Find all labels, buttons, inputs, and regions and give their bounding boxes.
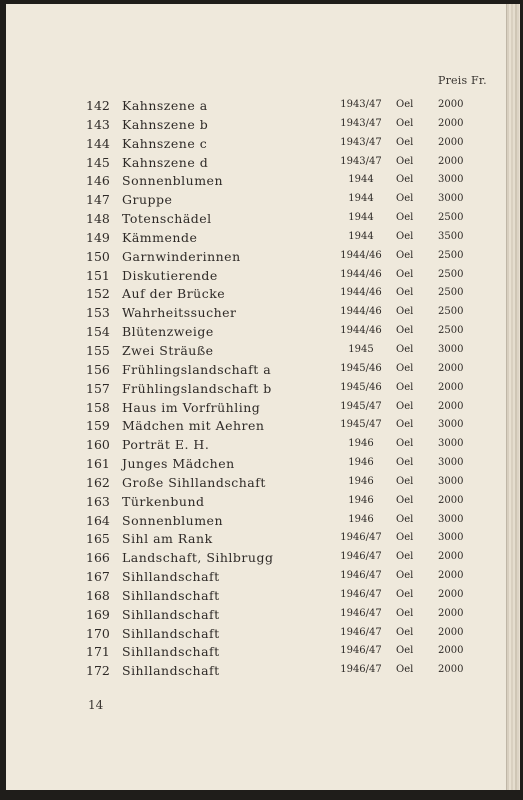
catalog-entry	[6, 644, 506, 663]
entry-number: 156	[86, 361, 110, 377]
entry-title: Kahnszene b	[122, 116, 209, 132]
catalog-entry	[6, 513, 506, 532]
catalog-entry	[6, 456, 506, 475]
entry-price: 2500	[438, 306, 464, 318]
entry-technique: Oel	[396, 212, 414, 224]
entry-technique: Oel	[396, 645, 414, 657]
entry-technique: Oel	[396, 438, 414, 450]
entry-year: 1943/47	[340, 155, 382, 167]
entry-year: 1946	[348, 438, 374, 450]
entry-year: 1946	[348, 457, 374, 469]
entry-number: 143	[86, 116, 110, 132]
entry-year: 1945/46	[340, 381, 382, 393]
catalog-entry	[6, 192, 506, 211]
catalog-entry	[6, 418, 506, 437]
entry-year: 1945	[348, 343, 374, 355]
entry-price: 2500	[438, 212, 464, 224]
entry-number: 160	[86, 437, 110, 453]
entry-price: 2000	[438, 570, 464, 582]
entry-title: Frühlingslandschaft a	[122, 361, 272, 377]
entry-year: 1943/47	[340, 99, 382, 110]
entry-title: Junges Mädchen	[122, 456, 235, 472]
entry-title: Wahrheitssucher	[122, 305, 237, 321]
entry-title: Frühlingslandschaft b	[122, 380, 272, 396]
entry-number: 166	[86, 550, 110, 566]
entry-price: 2500	[438, 249, 464, 261]
entry-number: 165	[86, 531, 110, 547]
entry-technique: Oel	[396, 117, 414, 129]
entry-year: 1945/47	[340, 419, 382, 431]
entry-number: 149	[86, 229, 110, 245]
entry-technique: Oel	[396, 193, 414, 205]
entry-price: 3500	[438, 230, 464, 242]
catalog-entry	[6, 663, 506, 682]
entry-price: 2000	[438, 400, 464, 412]
entry-number: 144	[86, 135, 110, 151]
entry-price: 2000	[438, 155, 464, 167]
entry-year: 1944/46	[340, 325, 382, 337]
entry-price: 2000	[438, 381, 464, 393]
entry-number: 161	[86, 456, 110, 472]
catalog-entry	[6, 569, 506, 588]
entry-price: 2000	[438, 645, 464, 657]
entry-title: Sihl am Rank	[122, 531, 213, 547]
entry-number: 159	[86, 418, 110, 434]
catalog-entry	[6, 136, 506, 155]
catalog-list	[6, 98, 506, 682]
catalog-entry	[6, 531, 506, 550]
entry-price: 3000	[438, 174, 464, 186]
catalog-entry	[6, 343, 506, 362]
entry-title: Sihllandschaft	[122, 606, 220, 622]
price-column-header: Preis Fr.	[438, 74, 487, 87]
entry-price: 3000	[438, 193, 464, 205]
catalog-entry	[6, 249, 506, 268]
entry-technique: Oel	[396, 664, 414, 676]
page-number: 14	[88, 698, 104, 712]
entry-price: 3000	[438, 419, 464, 431]
entry-year: 1946/47	[340, 570, 382, 582]
page-stack-edge	[506, 4, 520, 790]
entry-title: Kämmende	[122, 229, 198, 245]
entry-technique: Oel	[396, 400, 414, 412]
entry-number: 172	[86, 663, 110, 679]
catalog-entry	[6, 475, 506, 494]
entry-technique: Oel	[396, 268, 414, 280]
entry-title: Sonnenblumen	[122, 173, 223, 189]
entry-price: 2000	[438, 664, 464, 676]
entry-title: Sihllandschaft	[122, 644, 220, 660]
entry-price: 2000	[438, 551, 464, 563]
entry-year: 1944	[348, 193, 374, 205]
entry-year: 1945/47	[340, 400, 382, 412]
entry-technique: Oel	[396, 570, 414, 582]
entry-year: 1944	[348, 212, 374, 224]
entry-title: Sihllandschaft	[122, 569, 220, 585]
entry-year: 1943/47	[340, 117, 382, 129]
entry-technique: Oel	[396, 419, 414, 431]
entry-number: 151	[86, 267, 110, 283]
entry-number: 167	[86, 569, 110, 585]
entry-price: 2000	[438, 117, 464, 129]
entry-year: 1946	[348, 513, 374, 525]
entry-year: 1946	[348, 494, 374, 506]
entry-number: 146	[86, 173, 110, 189]
entry-number: 154	[86, 324, 110, 340]
entry-technique: Oel	[396, 362, 414, 374]
entry-number: 150	[86, 248, 110, 264]
entry-price: 3000	[438, 438, 464, 450]
entry-technique: Oel	[396, 174, 414, 186]
entry-year: 1944/46	[340, 287, 382, 299]
entry-technique: Oel	[396, 457, 414, 469]
entry-technique: Oel	[396, 588, 414, 600]
entry-price: 2000	[438, 626, 464, 638]
entry-year: 1945/46	[340, 362, 382, 374]
entry-technique: Oel	[396, 306, 414, 318]
entry-price: 3000	[438, 513, 464, 525]
catalog-entry	[6, 230, 506, 249]
entry-year: 1946/47	[340, 607, 382, 619]
entry-title: Türkenbund	[122, 493, 205, 509]
catalog-entry	[6, 607, 506, 626]
entry-number: 155	[86, 342, 110, 358]
catalog-entry	[6, 268, 506, 287]
entry-number: 148	[86, 211, 110, 227]
entry-price: 2500	[438, 287, 464, 299]
entry-technique: Oel	[396, 136, 414, 148]
entry-title: Kahnszene a	[122, 98, 208, 113]
catalog-entry	[6, 324, 506, 343]
catalog-entry	[6, 155, 506, 174]
entry-year: 1943/47	[340, 136, 382, 148]
entry-title: Garnwinderinnen	[122, 248, 241, 264]
catalog-entry	[6, 286, 506, 305]
entry-title: Porträt E. H.	[122, 437, 210, 453]
entry-title: Diskutierende	[122, 267, 218, 283]
catalog-entry	[6, 117, 506, 136]
catalog-entry	[6, 437, 506, 456]
entry-title: Kahnszene c	[122, 135, 208, 151]
entry-number: 163	[86, 493, 110, 509]
catalog-entry	[6, 550, 506, 569]
entry-technique: Oel	[396, 551, 414, 563]
entry-technique: Oel	[396, 532, 414, 544]
entry-number: 157	[86, 380, 110, 396]
entry-number: 153	[86, 305, 110, 321]
entry-price: 2000	[438, 136, 464, 148]
entry-price: 2500	[438, 268, 464, 280]
entry-number: 158	[86, 399, 110, 415]
entry-title: Kahnszene d	[122, 154, 209, 170]
entry-number: 164	[86, 512, 110, 528]
entry-technique: Oel	[396, 475, 414, 487]
entry-year: 1946/47	[340, 645, 382, 657]
entry-technique: Oel	[396, 381, 414, 393]
entry-title: Haus im Vorfrühling	[122, 399, 261, 415]
entry-number: 168	[86, 587, 110, 603]
catalog-page	[6, 4, 507, 790]
entry-number: 170	[86, 625, 110, 641]
entry-title: Gruppe	[122, 192, 173, 208]
catalog-entry	[6, 211, 506, 230]
entry-year: 1944/46	[340, 268, 382, 280]
entry-year: 1946/47	[340, 588, 382, 600]
catalog-entry	[6, 494, 506, 513]
entry-year: 1944	[348, 174, 374, 186]
entry-technique: Oel	[396, 287, 414, 299]
entry-title: Zwei Sträuße	[122, 342, 214, 358]
entry-number: 142	[86, 98, 110, 113]
entry-price: 3000	[438, 457, 464, 469]
entry-title: Blütenzweige	[122, 324, 214, 340]
entry-technique: Oel	[396, 230, 414, 242]
entry-year: 1946/47	[340, 664, 382, 676]
entry-title: Große Sihllandschaft	[122, 474, 266, 490]
catalog-entry	[6, 98, 506, 117]
catalog-entry	[6, 626, 506, 645]
entry-technique: Oel	[396, 513, 414, 525]
entry-technique: Oel	[396, 155, 414, 167]
entry-year: 1946/47	[340, 532, 382, 544]
entry-price: 2000	[438, 362, 464, 374]
entry-number: 145	[86, 154, 110, 170]
entry-title: Sihllandschaft	[122, 587, 220, 603]
entry-number: 147	[86, 192, 110, 208]
entry-year: 1944	[348, 230, 374, 242]
catalog-entry	[6, 588, 506, 607]
entry-title: Auf der Brücke	[122, 286, 226, 302]
catalog-entry	[6, 400, 506, 419]
entry-price: 3000	[438, 532, 464, 544]
catalog-entry	[6, 362, 506, 381]
entry-year: 1946/47	[340, 551, 382, 563]
entry-technique: Oel	[396, 494, 414, 506]
entry-year: 1946	[348, 475, 374, 487]
entry-title: Sonnenblumen	[122, 512, 223, 528]
entry-title: Sihllandschaft	[122, 625, 220, 641]
entry-year: 1946/47	[340, 626, 382, 638]
entry-year: 1944/46	[340, 306, 382, 318]
catalog-entry	[6, 173, 506, 192]
entry-technique: Oel	[396, 325, 414, 337]
entry-technique: Oel	[396, 249, 414, 261]
catalog-entry	[6, 305, 506, 324]
entry-technique: Oel	[396, 99, 414, 110]
entry-price: 2500	[438, 325, 464, 337]
catalog-entry	[6, 381, 506, 400]
entry-price: 2000	[438, 607, 464, 619]
entry-title: Landschaft, Sihlbrugg	[122, 550, 274, 566]
entry-title: Mädchen mit Aehren	[122, 418, 265, 434]
entry-number: 171	[86, 644, 110, 660]
entry-number: 152	[86, 286, 110, 302]
entry-price: 2000	[438, 99, 464, 110]
entry-price: 3000	[438, 343, 464, 355]
entry-technique: Oel	[396, 607, 414, 619]
entry-technique: Oel	[396, 343, 414, 355]
entry-title: Sihllandschaft	[122, 663, 220, 679]
entry-title: Totenschädel	[122, 211, 212, 227]
entry-price: 2000	[438, 588, 464, 600]
entry-number: 169	[86, 606, 110, 622]
entry-price: 3000	[438, 475, 464, 487]
entry-technique: Oel	[396, 626, 414, 638]
entry-number: 162	[86, 474, 110, 490]
entry-price: 2000	[438, 494, 464, 506]
entry-year: 1944/46	[340, 249, 382, 261]
